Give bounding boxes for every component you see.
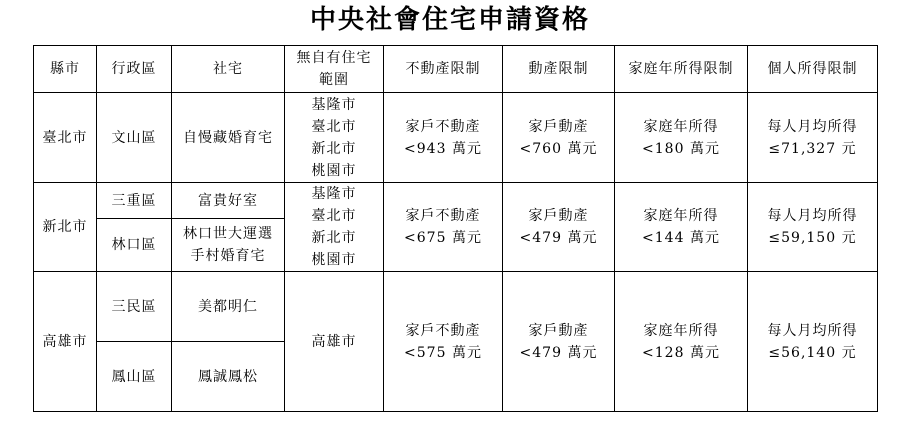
family-income-cell — [615, 272, 748, 412]
city-cell: 新北市 — [34, 183, 97, 272]
district-cell: 林口區 — [97, 219, 172, 272]
real-estate-cell — [384, 93, 503, 183]
city-cell: 高雄市 — [34, 272, 97, 412]
scope-city: 新北市 — [311, 230, 357, 246]
personal-income-cell — [748, 93, 878, 183]
limit-value: <760 萬元 — [519, 140, 598, 157]
limit-value: ≤56,140 元 — [768, 344, 857, 361]
header-row — [34, 46, 878, 93]
housing-cell: 鳳誠鳳松 — [172, 342, 285, 412]
limit-value: <180 萬元 — [642, 140, 720, 157]
personal-income-cell — [748, 183, 878, 272]
limit-label: 每人月均所得 — [767, 322, 858, 339]
header-personal-income: 個人所得限制 — [748, 46, 878, 93]
district-cell: 三民區 — [97, 272, 172, 342]
limit-label: 每人月均所得 — [767, 118, 858, 135]
limit-label: 家庭年所得 — [643, 118, 719, 135]
scope-city: 基隆市 — [311, 186, 357, 202]
real-estate-cell — [384, 272, 503, 412]
header-city: 縣市 — [34, 46, 97, 93]
district-cell: 文山區 — [97, 93, 172, 183]
table-row — [34, 93, 878, 183]
document-title: 中央社會住宅申請資格 — [309, 5, 590, 35]
limit-label: 家戶動產 — [528, 118, 589, 135]
limit-value: <943 萬元 — [404, 140, 482, 157]
housing-cell: 富貴好室 — [172, 183, 285, 219]
header-no-house-scope-label: 無自有住宅範圍 — [296, 50, 372, 88]
no-house-scope-cell — [285, 183, 384, 272]
scope-city: 新北市 — [311, 140, 357, 157]
header-district: 行政區 — [97, 46, 172, 93]
header-housing: 社宅 — [172, 46, 285, 93]
limit-label: 家戶不動產 — [405, 118, 481, 135]
table-row — [34, 272, 878, 342]
district-cell: 三重區 — [97, 183, 172, 219]
table-row — [34, 183, 878, 219]
limit-label: 家戶動產 — [528, 322, 589, 339]
movable-cell — [503, 272, 615, 412]
eligibility-table — [33, 45, 878, 412]
limit-value: ≤59,150 元 — [768, 230, 857, 246]
scope-city: 基隆市 — [311, 96, 357, 113]
housing-cell: 自慢藏婚育宅 — [172, 93, 285, 183]
limit-label: 家庭年所得 — [643, 322, 719, 339]
limit-label: 家戶動產 — [528, 208, 589, 224]
housing-cell — [172, 219, 285, 272]
district-cell: 鳳山區 — [97, 342, 172, 412]
limit-label: 每人月均所得 — [767, 208, 858, 224]
city-cell: 臺北市 — [34, 93, 97, 183]
header-family-income: 家庭年所得限制 — [615, 46, 748, 93]
scope-city: 臺北市 — [311, 208, 357, 224]
movable-cell — [503, 93, 615, 183]
housing-cell: 美都明仁 — [172, 272, 285, 342]
limit-value: <675 萬元 — [404, 230, 482, 246]
limit-value: <144 萬元 — [642, 230, 720, 246]
scope-city: 桃園市 — [311, 162, 357, 179]
no-house-scope-cell — [285, 93, 384, 183]
limit-value: <128 萬元 — [642, 344, 720, 361]
scope-city: 桃園市 — [311, 252, 357, 268]
header-no-house-scope — [285, 46, 384, 93]
limit-label: 家戶不動產 — [405, 208, 481, 224]
family-income-cell — [615, 93, 748, 183]
header-movable: 動產限制 — [503, 46, 615, 93]
real-estate-cell — [384, 183, 503, 272]
movable-cell — [503, 183, 615, 272]
limit-value: ≤71,327 元 — [768, 140, 857, 157]
scope-city: 臺北市 — [311, 118, 357, 135]
housing-name: 林口世大運選手村婚育宅 — [183, 226, 273, 264]
limit-value: <575 萬元 — [404, 344, 482, 361]
personal-income-cell — [748, 272, 878, 412]
limit-label: 家庭年所得 — [643, 208, 719, 224]
family-income-cell — [615, 183, 748, 272]
limit-value: <479 萬元 — [519, 344, 598, 361]
limit-label: 家戶不動產 — [405, 322, 481, 339]
no-house-scope-cell: 高雄市 — [285, 272, 384, 412]
limit-value: <479 萬元 — [519, 230, 598, 246]
header-real-estate: 不動產限制 — [384, 46, 503, 93]
